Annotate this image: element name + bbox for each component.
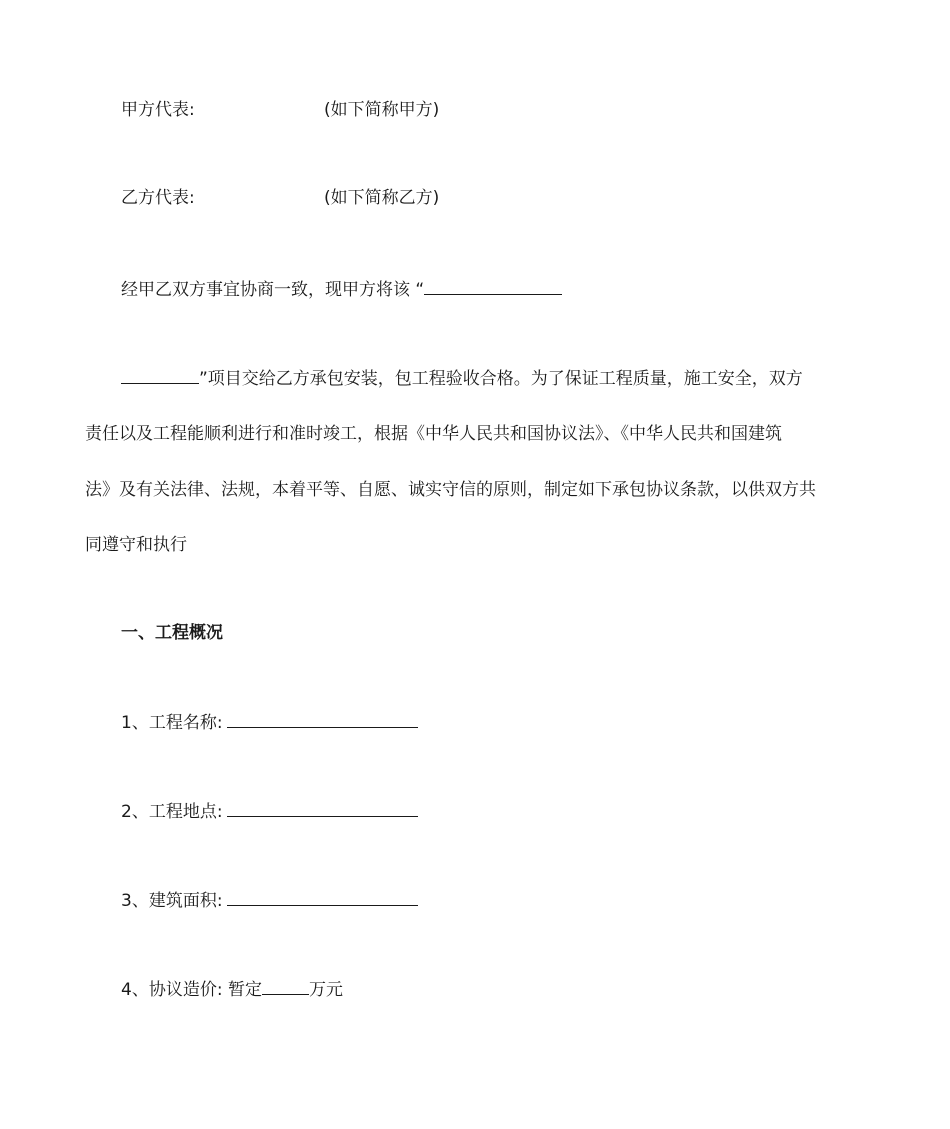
intro-text-2: ”项目交给乙方承包安装，包工程验收合格。为了保证工程质量，施工安全，双方: [199, 369, 803, 389]
intro-line-4: 法》及有关法律、法规，本着平等、自愿、诚实守信的原则，制定如下承包协议条款，以供双方共: [85, 480, 816, 500]
item-building-area: [121, 889, 418, 912]
project-name-field: [227, 711, 418, 728]
party-b-line: [121, 187, 195, 209]
project-name-blank: [424, 278, 562, 295]
section-title: 一、工程概况: [121, 623, 223, 643]
party-b-label: 乙方代表:: [121, 188, 195, 208]
item-project-name: [121, 711, 418, 734]
intro-text-1: 经甲乙双方事宜协商一致，现甲方将该 “: [121, 280, 425, 300]
party-b-note: (如下简称乙方): [324, 188, 440, 208]
party-a-label: 甲方代表:: [121, 100, 195, 120]
intro-line-2: [121, 367, 803, 390]
contract-price-field: [262, 978, 309, 995]
party-a-line: [121, 99, 195, 121]
intro-line-5: 同遵守和执行: [85, 535, 187, 555]
project-name-blank-cont: [121, 367, 199, 384]
item-label: 4、协议造价: 暂定: [121, 980, 262, 1000]
intro-line-3: 责任以及工程能顺利进行和准时竣工，根据《中华人民共和国协议法》、《中华人民共和国建筑: [85, 424, 782, 444]
item-suffix: 万元: [308, 980, 343, 1000]
item-contract-price: [121, 978, 343, 1001]
building-area-field: [227, 889, 418, 906]
party-a-note: (如下简称甲方): [324, 100, 440, 120]
item-label: 1、工程名称:: [121, 713, 223, 733]
intro-line-1: [121, 278, 562, 301]
item-label: 2、工程地点:: [121, 802, 223, 822]
item-label: 3、建筑面积:: [121, 891, 223, 911]
project-location-field: [227, 800, 418, 817]
item-project-location: [121, 800, 418, 823]
